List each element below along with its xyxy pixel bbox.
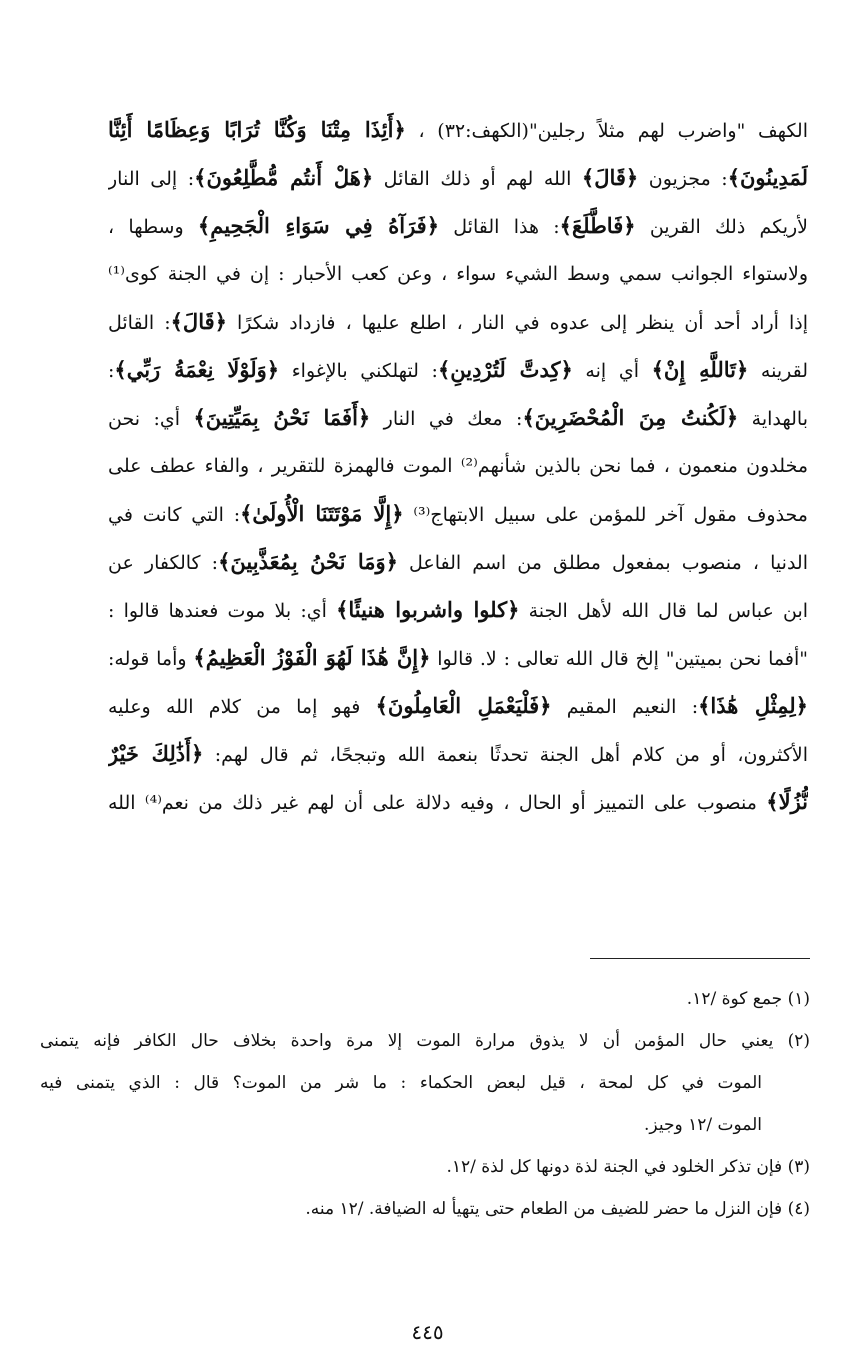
text-line <box>108 250 808 298</box>
text-line <box>108 442 808 490</box>
commentary-text: إذا أراد أحد أن ينظر إلى عدوه في النار ، اطلع عليها ، فازداد شكرًا <box>226 312 808 334</box>
quran-verse: ﴿فَرَآهُ فِي سَوَاءِ الْجَحِيمِ﴾ <box>197 213 439 238</box>
commentary-text: وسطها ، <box>108 216 198 238</box>
footnote-line: الموت /١٢ وجيز. <box>644 1115 762 1135</box>
text-line <box>108 154 808 202</box>
footnote-line: (٢) يعني حال المؤمن أن لا يذوق مرارة الموت إلا مرة واحدة بخلاف حال الكافر فإنه يتمنى <box>40 1031 810 1051</box>
footnote-separator <box>590 958 810 959</box>
commentary-text: لقرينه <box>748 360 808 382</box>
quran-verse: ﴿فَلْيَعْمَلِ الْعَامِلُونَ﴾ <box>375 693 552 718</box>
quran-verse: ﴿قَالَ﴾ <box>581 165 639 190</box>
quran-verse: ﴿فَاطَّلَعَ﴾ <box>559 213 636 238</box>
commentary-text: : التي كانت في <box>108 504 241 526</box>
quran-verse: ﴿أَئِذَا مِتْنَا وَكُنَّا تُرَابًا وَعِظَامًا أَئِنَّا <box>108 117 406 142</box>
footnote-line: الموت في كل لمحة ، قيل لبعض الحكماء : ما شر من الموت؟ قال : الذي يتمنى فيه <box>40 1073 762 1093</box>
commentary-text: منصوب على التمييز أو الحال ، وفيه دلالة على أن لهم غير ذلك من نعم⁽⁴⁾ الله <box>108 792 767 814</box>
commentary-text: ابن عباس لما قال الله لأهل الجنة <box>519 600 808 622</box>
commentary-text: : هذا القائل <box>439 216 560 238</box>
text-line <box>108 730 808 778</box>
quran-verse: لَمَدِينُونَ﴾ <box>727 165 808 190</box>
commentary-text: : <box>108 360 115 382</box>
quran-verse: ﴿قَالَ﴾ <box>170 309 227 334</box>
commentary-text: : النعيم المقيم <box>551 696 699 718</box>
main-text-body <box>108 106 808 826</box>
text-line <box>108 202 808 250</box>
quran-verse: ﴿وَلَوْلَا نِعْمَةُ رَبِّي﴾ <box>114 357 280 382</box>
commentary-text: : مجزيون <box>638 168 728 190</box>
footnote-line: (٣) فإن تذكر الخلود في الجنة لذة دونها كل لذة /١٢. <box>446 1157 810 1177</box>
text-line <box>108 106 808 154</box>
commentary-text: : كالكفار عن <box>108 552 219 574</box>
quran-verse: ﴿لِمِثْلِ هَٰذَا﴾ <box>698 693 808 718</box>
text-line <box>108 538 808 586</box>
commentary-text: وأما قوله: <box>108 648 194 670</box>
commentary-text: مخلدون منعمون ، فما نحن بالذين شأنهم⁽²⁾ الموت فالهمزة للتقرير ، والفاء عطف على <box>108 455 808 477</box>
page-number: ٤٤٥ <box>411 1320 444 1344</box>
quran-verse: ﴿أَذَٰلِكَ خَيْرٌ <box>108 741 204 766</box>
quran-verse: ﴿كِدتَّ لَتُرْدِينِ﴾ <box>437 357 573 382</box>
quran-verse: ﴿تَاللَّهِ إِنْ﴾ <box>651 357 749 382</box>
commentary-text: ولاستواء الجوانب سمي وسط الشيء سواء ، وعن كعب الأحبار : إن في الجنة كوى⁽¹⁾ <box>108 263 808 285</box>
commentary-text: الكهف "واضرب لهم مثلاً رجلين"(الكهف:٣٢) ، <box>405 120 808 142</box>
commentary-text: الدنيا ، منصوب بمفعول مطلق من اسم الفاعل <box>397 552 808 574</box>
quran-verse: ﴿إِلَّا مَوْتَتَنَا الْأُولَىٰ﴾ <box>240 501 404 526</box>
text-line <box>108 346 808 394</box>
text-line <box>108 586 808 634</box>
quran-verse: ﴿وَمَا نَحْنُ بِمُعَذَّبِينَ﴾ <box>218 549 398 574</box>
footnotes <box>40 978 810 1230</box>
footnote-line: (٤) فإن النزل ما حضر للضيف من الطعام حتى يتهيأ له الضيافة. /١٢ منه. <box>305 1199 810 1219</box>
quran-verse: نُّزُلًا﴾ <box>766 789 808 814</box>
commentary-text: : إلى النار <box>108 168 195 190</box>
text-line <box>108 634 808 682</box>
quran-verse: ﴿كلوا واشربوا هنيئًا﴾ <box>336 597 520 622</box>
commentary-text: فهو إما من كلام الله وعليه <box>108 696 376 718</box>
commentary-text: لأريكم ذلك القرين <box>635 216 808 238</box>
commentary-text: الأكثرون، أو من كلام أهل الجنة تحدثًا بنعمة الله وتبجحًا، ثم قال لهم: <box>203 744 808 766</box>
text-line <box>108 298 808 346</box>
commentary-text: محذوف مقول آخر للمؤمن على سبيل الابتهاج⁽³⁾ <box>403 504 808 526</box>
commentary-text: "أفما نحن بميتين" إلخ قال الله تعالى : لا. قالوا <box>430 648 808 670</box>
commentary-text: أي: نحن <box>108 408 194 430</box>
text-line <box>108 778 808 826</box>
commentary-text: الله لهم أو ذلك القائل <box>373 168 582 190</box>
quran-verse: ﴿أَفَمَا نَحْنُ بِمَيِّتِينَ﴾ <box>193 405 371 430</box>
commentary-text: بالهداية <box>738 408 808 430</box>
commentary-text: أي: بلا موت فعندها قالوا : <box>108 600 337 622</box>
footnote-line: (١) جمع كوة /١٢. <box>686 989 810 1009</box>
commentary-text: : القائل <box>108 312 171 334</box>
text-line <box>108 490 808 538</box>
quran-verse: ﴿لَكُنتُ مِنَ الْمُحْضَرِينَ﴾ <box>522 405 739 430</box>
text-line <box>108 394 808 442</box>
quran-verse: ﴿هَلْ أَنتُم مُّطَّلِعُونَ﴾ <box>194 165 374 190</box>
commentary-text: : معك في النار <box>370 408 523 430</box>
text-line <box>108 682 808 730</box>
commentary-text: أي إنه <box>572 360 652 382</box>
quran-verse: ﴿إِنَّ هَٰذَا لَهُوَ الْفَوْزُ الْعَظِيمُ﴾ <box>193 645 431 670</box>
commentary-text: : لتهلكني بالإغواء <box>279 360 438 382</box>
